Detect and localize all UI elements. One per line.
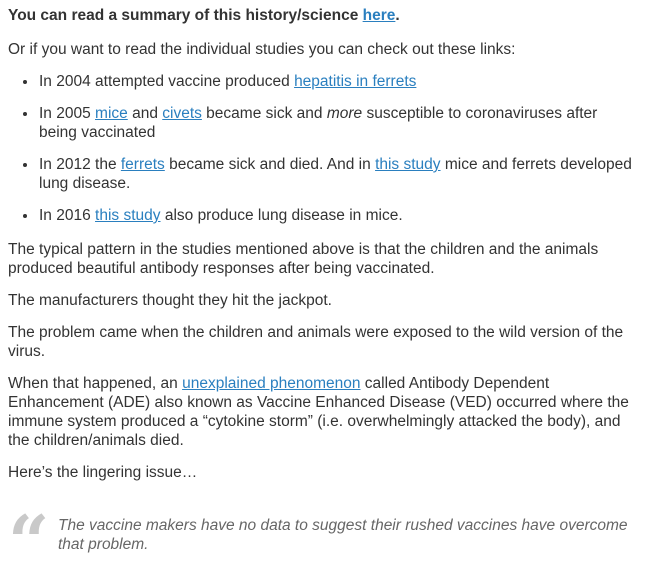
list-item-text: In 2016 bbox=[39, 207, 96, 224]
ferrets-link[interactable]: ferrets bbox=[120, 156, 165, 173]
list-item-text: In 2005 bbox=[39, 105, 96, 122]
list-item-text: susceptible to coronaviruses after being vaccinated bbox=[39, 105, 598, 141]
emphasis-more: more bbox=[326, 105, 363, 122]
list-item-text: became sick and died. And in bbox=[164, 156, 376, 173]
civets-link[interactable]: civets bbox=[162, 105, 202, 122]
list-item-text: mice and ferrets developed lung disease. bbox=[39, 156, 632, 192]
this-study-link-2016[interactable]: this study bbox=[95, 207, 161, 224]
hepatitis-in-ferrets-link[interactable]: hepatitis in ferrets bbox=[294, 73, 417, 90]
paragraph-typical-pattern: The typical pattern in the studies mentioned above is that the children and the animals produced beautiful antibody responses after being vaccinated. bbox=[8, 241, 599, 277]
here-link[interactable]: here bbox=[362, 7, 396, 24]
study-links-list bbox=[8, 72, 637, 225]
links-intro: Or if you want to read the individual studies you can check out these links: bbox=[8, 41, 516, 58]
summary-intro-period: . bbox=[395, 7, 400, 24]
quote-text: The vaccine makers have no data to suggest their rushed vaccines have overcome that problem. bbox=[58, 517, 628, 553]
pull-quote bbox=[8, 499, 637, 584]
paragraph-text: When that happened, an bbox=[8, 375, 183, 392]
paragraph-problem: The problem came when the children and animals were exposed to the wild version of the virus. bbox=[8, 324, 624, 360]
list-item-text: also produce lung disease in mice. bbox=[160, 207, 403, 224]
list-item bbox=[38, 155, 637, 193]
paragraph-lingering-issue: Here’s the lingering issue… bbox=[8, 464, 198, 481]
quote-mark-icon: “ bbox=[8, 499, 50, 584]
list-item-text: In 2004 attempted vaccine produced bbox=[39, 73, 295, 90]
list-item bbox=[38, 206, 637, 225]
summary-intro bbox=[8, 6, 637, 25]
list-item-text: In 2012 the bbox=[39, 156, 121, 173]
list-item bbox=[38, 104, 637, 142]
list-item bbox=[38, 72, 637, 91]
mice-link[interactable]: mice bbox=[95, 105, 128, 122]
paragraph-ade bbox=[8, 374, 637, 450]
this-study-link-2012[interactable]: this study bbox=[375, 156, 441, 173]
list-item-text: became sick and bbox=[201, 105, 327, 122]
summary-intro-text: You can read a summary of this history/science bbox=[8, 7, 363, 24]
unexplained-phenomenon-link[interactable]: unexplained phenomenon bbox=[182, 375, 361, 392]
paragraph-jackpot: The manufacturers thought they hit the jackpot. bbox=[8, 292, 332, 309]
paragraph-text: called Antibody Dependent Enhancement (ADE) also known as Vaccine Enhanced Disease (VED) occurred where the immune system produced a “cytokine storm” (i.e. overwhelmingly attacked the body), and the children/animals died. bbox=[8, 375, 629, 449]
list-item-text: and bbox=[127, 105, 163, 122]
